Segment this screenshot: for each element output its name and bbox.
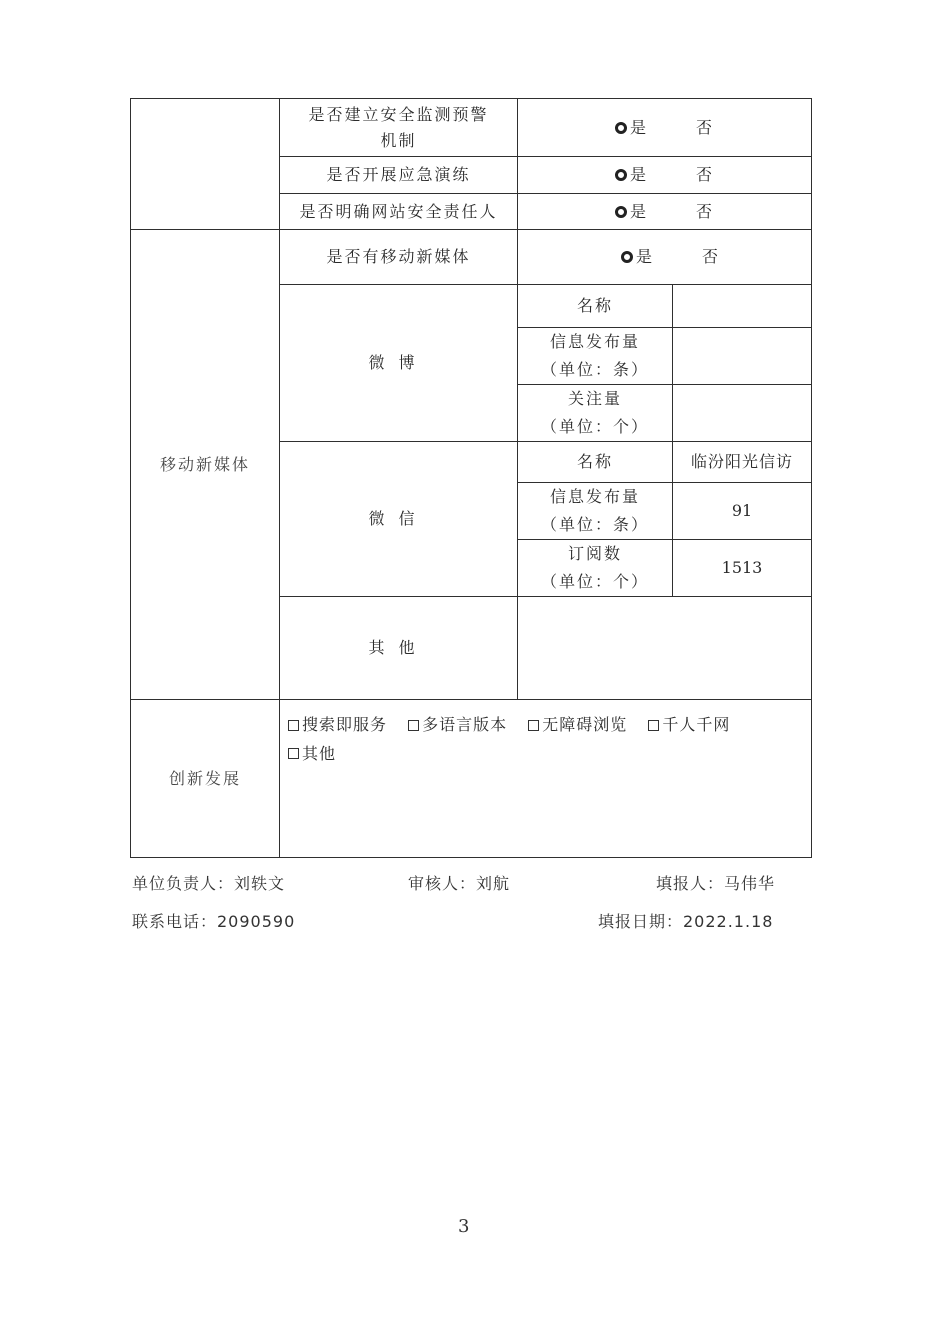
radio-option-no[interactable]: 否 <box>702 247 721 266</box>
radio-selected-icon[interactable] <box>615 122 627 134</box>
checkbox-icon[interactable] <box>528 720 539 731</box>
wechat-posts-value[interactable]: 91 <box>731 501 753 520</box>
radio-selected-icon[interactable] <box>615 206 627 218</box>
emergency-drill-label: 是否开展应急演练 <box>326 165 471 184</box>
radio-option-no[interactable]: 否 <box>696 201 715 221</box>
weibo-name-label: 名称 <box>576 296 613 315</box>
security-responsible-choice: 是 否 <box>518 194 811 229</box>
radio-selected-icon[interactable] <box>621 251 633 263</box>
weibo-follow-value[interactable] <box>673 385 811 441</box>
checkbox-icon[interactable] <box>288 748 299 759</box>
weibo-name-value[interactable] <box>673 285 811 327</box>
filler: 填报人：马伟华 <box>656 874 776 893</box>
option-personalized[interactable]: 千人千网 <box>648 711 730 739</box>
radio-selected-icon[interactable] <box>615 169 627 181</box>
monitoring-warning-choice: 是 否 <box>518 99 811 156</box>
checkbox-icon[interactable] <box>408 720 419 731</box>
contact-phone: 联系电话：2090590 <box>132 912 296 931</box>
has-mobile-media-label: 是否有移动新媒体 <box>326 247 471 266</box>
option-other[interactable]: 其他 <box>288 740 336 768</box>
monitoring-warning-label: 是否建立安全监测预警 机制 <box>308 104 489 150</box>
page-number: 3 <box>458 1216 470 1237</box>
option-multilingual[interactable]: 多语言版本 <box>408 711 507 739</box>
option-accessible-browsing[interactable]: 无障碍浏览 <box>528 711 627 739</box>
has-mobile-media-choice: 是 否 <box>530 230 811 284</box>
wechat-name-value[interactable]: 临汾阳光信访 <box>690 452 793 471</box>
fill-date: 填报日期：2022.1.18 <box>598 912 774 931</box>
weibo-posts-label: 信息发布量 （单位：条） <box>540 332 649 379</box>
other-media-label: 其他 <box>368 638 429 657</box>
wechat-name-label: 名称 <box>576 452 613 471</box>
wechat-label: 微信 <box>368 509 429 528</box>
weibo-posts-value[interactable] <box>673 328 811 384</box>
other-media-value[interactable] <box>518 597 811 699</box>
unit-head: 单位负责人：刘轶文 <box>132 874 286 893</box>
wechat-subs-label: 订阅数 （单位：个） <box>540 544 649 591</box>
option-search-as-service[interactable]: 搜索即服务 <box>288 711 387 739</box>
wechat-posts-label: 信息发布量 （单位：条） <box>540 487 649 534</box>
radio-option-no[interactable]: 否 <box>696 165 715 184</box>
radio-option-no[interactable]: 否 <box>696 117 715 137</box>
wechat-subs-value[interactable]: 1513 <box>721 558 763 577</box>
security-responsible-label: 是否明确网站安全责任人 <box>299 201 498 221</box>
weibo-follow-label: 关注量 （单位：个） <box>540 389 649 436</box>
innovation-options <box>288 711 806 768</box>
checkbox-icon[interactable] <box>288 720 299 731</box>
reviewer: 审核人：刘航 <box>408 874 511 893</box>
innovation-section-label: 创新发展 <box>168 768 241 788</box>
checkbox-icon[interactable] <box>648 720 659 731</box>
weibo-label: 微博 <box>368 353 429 372</box>
mobile-media-section-label: 移动新媒体 <box>159 454 250 474</box>
emergency-drill-choice: 是 否 <box>518 157 811 193</box>
